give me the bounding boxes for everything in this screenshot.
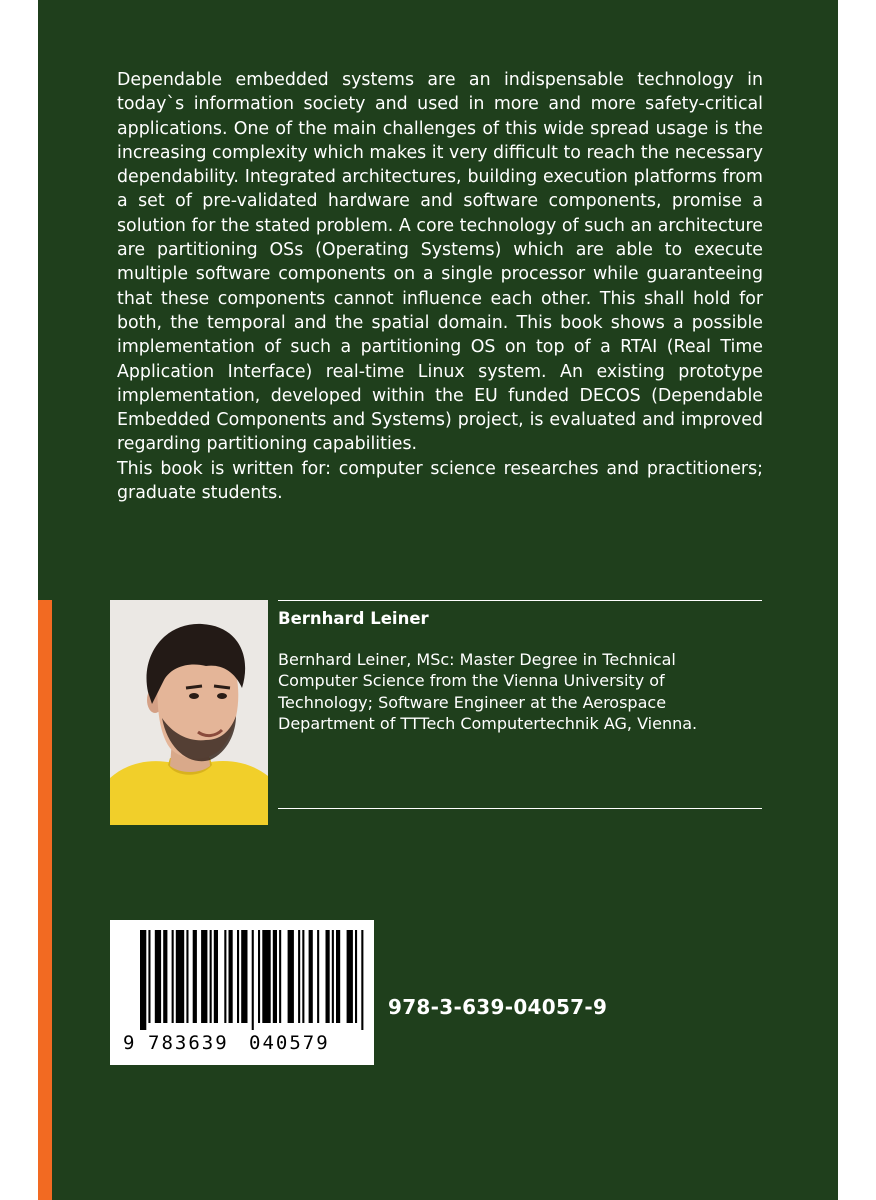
barcode-graphic [110, 920, 374, 1065]
barcode-bar [298, 930, 300, 1023]
barcode-bar [326, 930, 330, 1023]
audience-paragraph: This book is written for: computer science researches and practitioners; graduate students. [117, 458, 763, 504]
barcode-bar [201, 930, 207, 1023]
accent-stripe [38, 600, 52, 1200]
description-paragraph: Dependable embedded systems are an indispensable technology in today`s information society and used in more and more safety-critical applications. One of the main challenges of this wide spread usage is the increasing complexity which makes it very difficult to reach the necessary dependability. Integrated architectures, building execution platforms from a set of pre-validated hardware and software components, promise a solution for the stated problem. A core technology of such an architecture are partitioning OSs (Operating Systems) which are able to execute multiple software components on a single processor while guaranteeing that these components cannot influence each other. This shall hold for both, the temporal and the spatial domain. This book shows a possible implementation of such a partitioning OS on top of a RTAI (Real Time Application Interface) real-time Linux system. An existing prototype implementation, developed within the EU funded DECOS (Dependable Embedded Components and Systems) project, is evaluated and improved regarding partitioning capabilities. [117, 70, 763, 455]
isbn-barcode [110, 920, 374, 1065]
barcode-bar [273, 930, 277, 1023]
barcode-bar [262, 930, 270, 1023]
book-description [117, 68, 763, 505]
barcode-bar [361, 930, 363, 1030]
author-photo [110, 600, 268, 825]
barcode-bars [140, 930, 363, 1030]
barcode-bar [302, 930, 304, 1023]
barcode-bar [279, 930, 281, 1023]
barcode-bar [309, 930, 313, 1023]
author-divider-top [278, 600, 762, 601]
barcode-bar [237, 930, 239, 1023]
barcode-bar [193, 930, 197, 1023]
barcode-bar [252, 930, 254, 1030]
barcode-first-digit: 9 [123, 1032, 135, 1054]
author-portrait-image [110, 600, 268, 825]
barcode-bar [355, 930, 357, 1023]
barcode-bar [336, 930, 340, 1023]
author-divider-bottom [278, 808, 762, 809]
barcode-bar [347, 930, 353, 1023]
barcode-bar [210, 930, 212, 1023]
barcode-bar [258, 930, 260, 1023]
barcode-bar [317, 930, 319, 1023]
barcode-bar [224, 930, 226, 1023]
barcode-bar [140, 930, 146, 1030]
barcode-bar [241, 930, 247, 1023]
barcode-bar [176, 930, 184, 1023]
barcode-bar [155, 930, 161, 1023]
author-name: Bernhard Leiner [278, 609, 429, 628]
barcode-left-digits: 783639 [148, 1032, 229, 1054]
barcode-bar [172, 930, 174, 1023]
barcode-bar [148, 930, 150, 1023]
barcode-bar [229, 930, 233, 1023]
author-bio: Bernhard Leiner, MSc: Master Degree in Technical Computer Science from the Vienna University of Technology; Software Engineer at the Aerospace Department of TTTech Computertechnik AG, Vienna. [278, 650, 698, 733]
barcode-bar [214, 930, 218, 1023]
isbn-number: 978-3-639-04057-9 [388, 995, 608, 1019]
barcode-bar [332, 930, 334, 1023]
barcode-right-digits: 040579 [249, 1032, 330, 1054]
barcode-bar [186, 930, 188, 1023]
barcode-bar [288, 930, 294, 1023]
barcode-bar [163, 930, 167, 1023]
